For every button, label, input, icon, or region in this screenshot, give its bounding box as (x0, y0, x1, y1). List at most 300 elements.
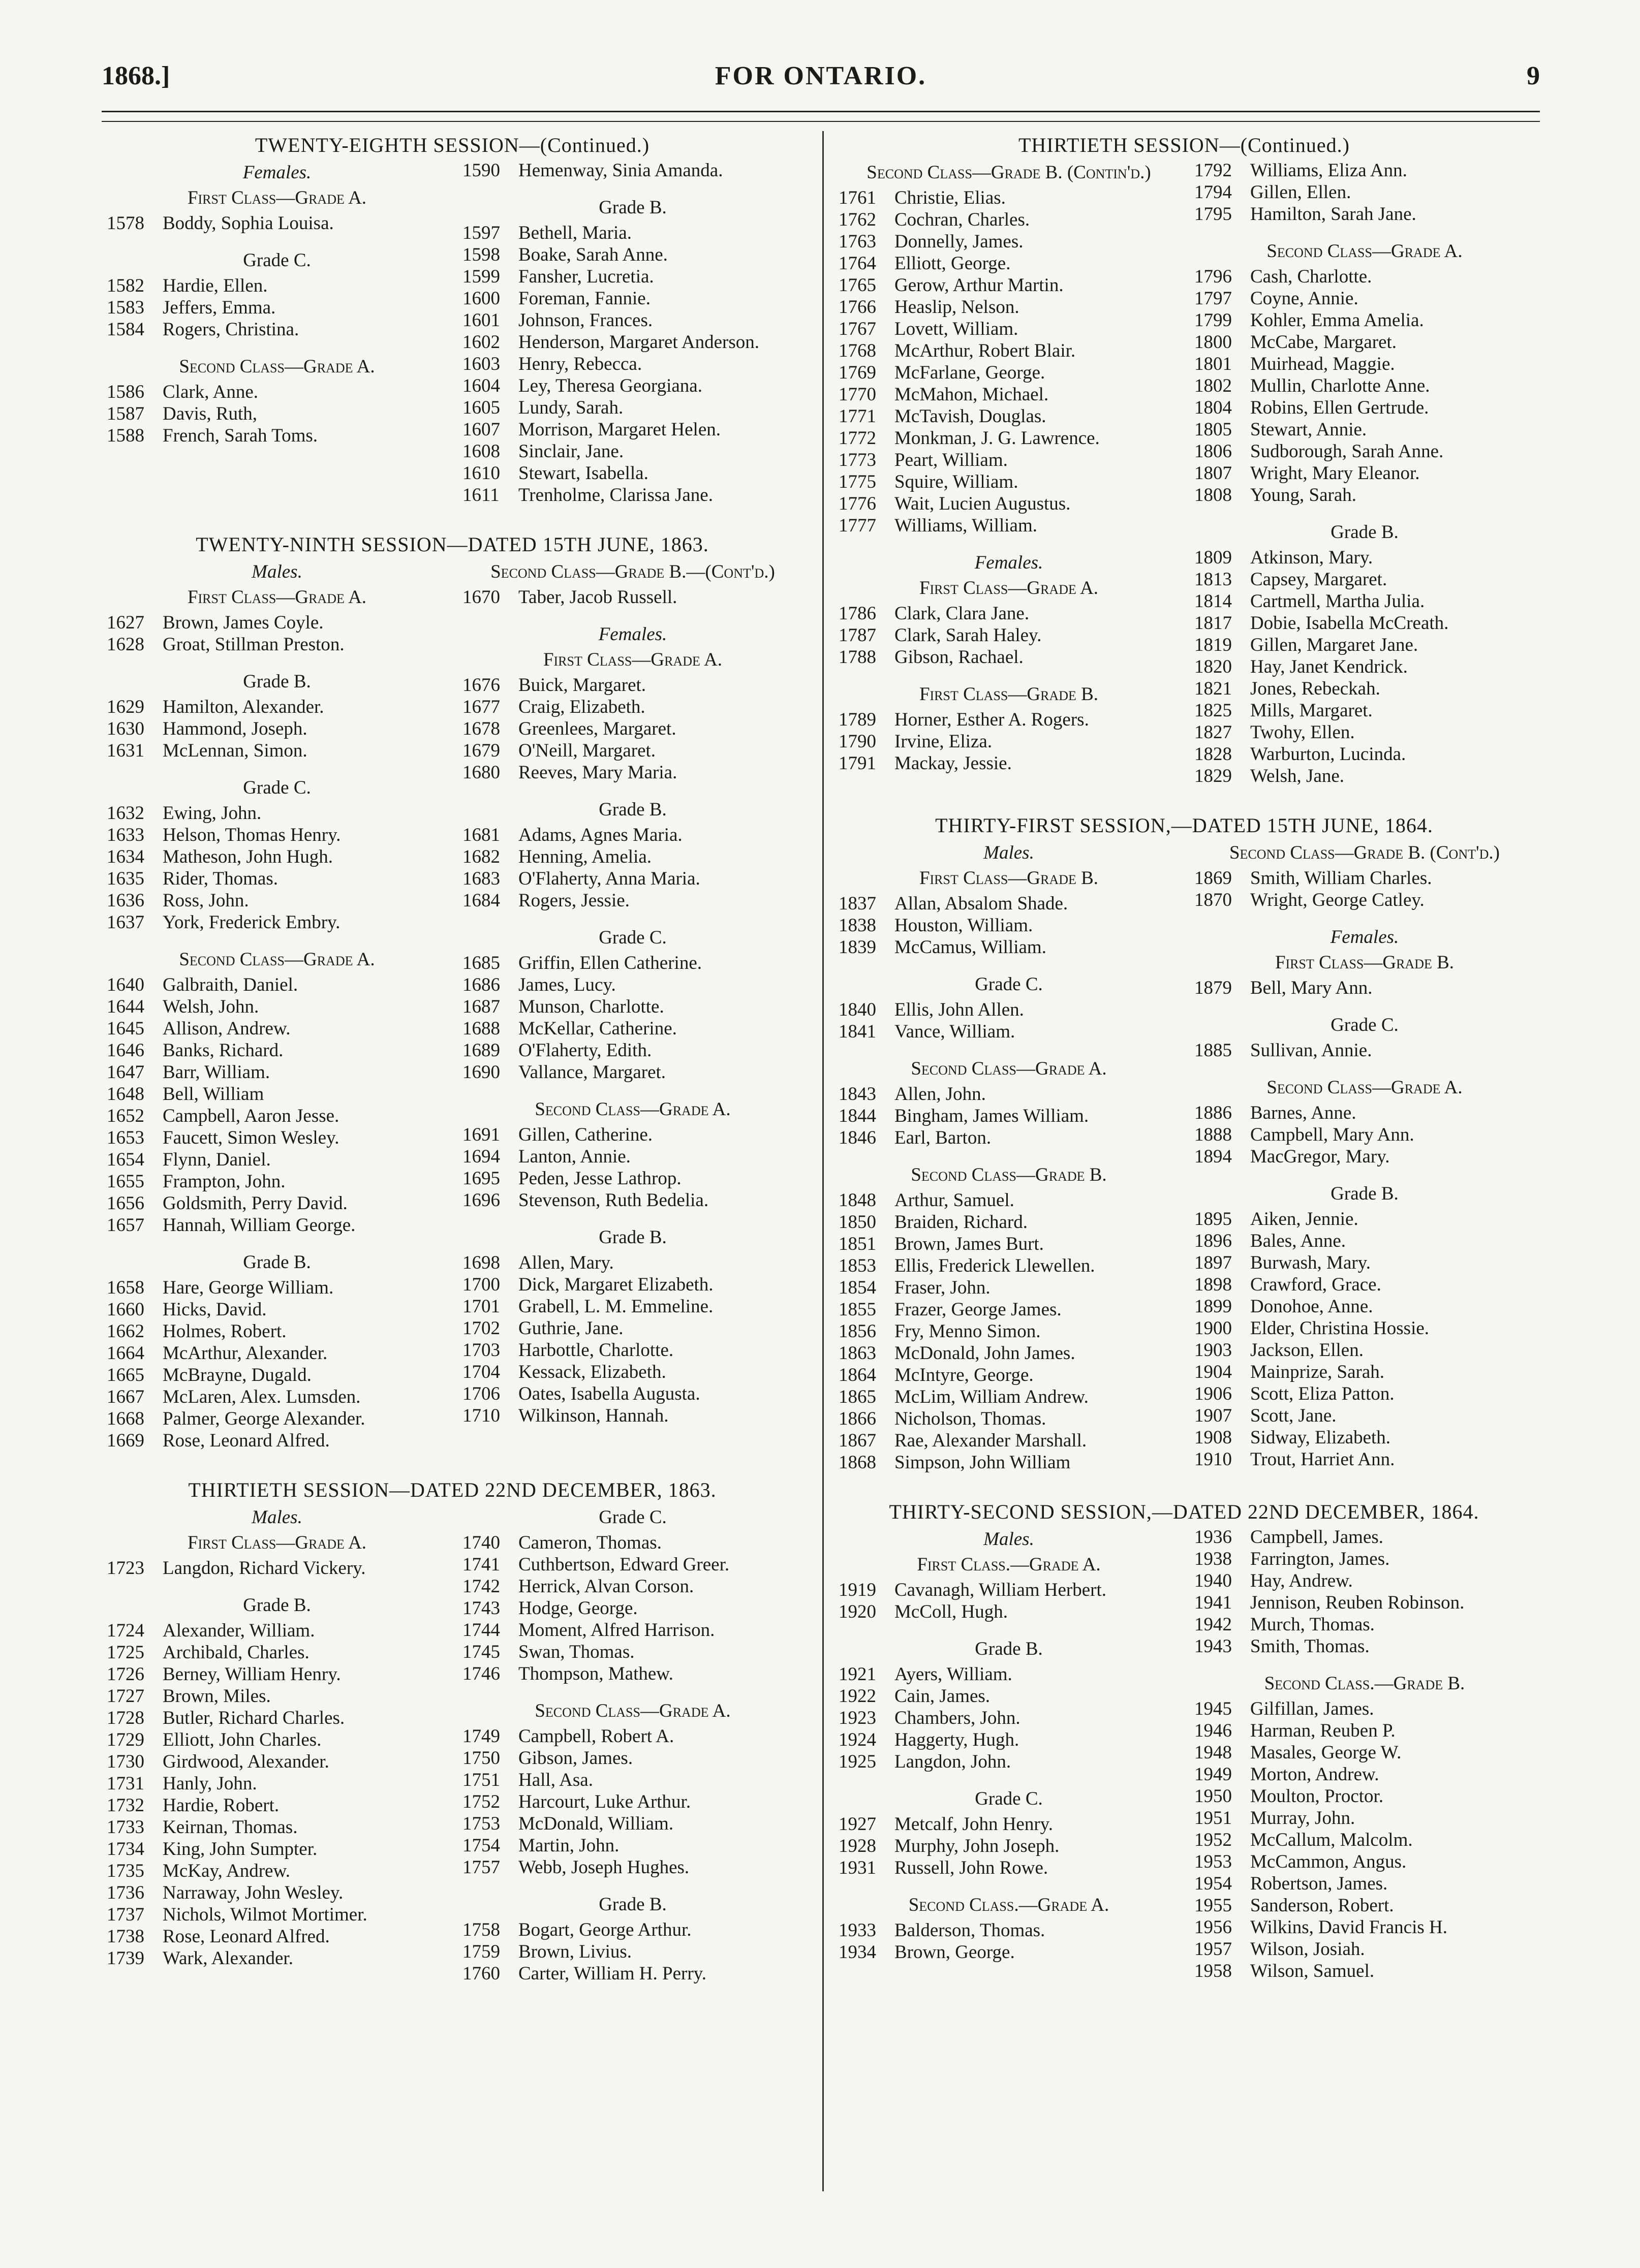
candidate-entry (1194, 634, 1535, 656)
candidate-number: 1702 (462, 1318, 500, 1339)
candidate-number: 1652 (107, 1106, 144, 1126)
candidate-number: 1796 (1194, 266, 1232, 287)
candidate-list (107, 1557, 447, 1579)
grade-heading: First Class—Grade B. (919, 684, 1099, 705)
candidate-list (1194, 977, 1535, 999)
left-half (102, 131, 803, 2009)
candidate-entry (107, 1685, 447, 1707)
candidate-number: 1590 (462, 160, 500, 181)
candidate-entry (462, 375, 803, 397)
candidate-name: Capsey, Margaret. (1250, 569, 1387, 590)
candidate-number: 1885 (1194, 1040, 1232, 1061)
candidate-entry (107, 846, 447, 868)
candidate-name: McDonald, William. (518, 1813, 674, 1834)
grade-heading: Males. (983, 1529, 1034, 1550)
candidate-entry (1194, 1785, 1535, 1807)
candidate-list (462, 1124, 803, 1211)
candidate-number: 1665 (107, 1365, 144, 1385)
candidate-number: 1582 (107, 275, 144, 296)
session-gap (102, 1452, 803, 1476)
candidate-number: 1677 (462, 697, 500, 717)
candidate-name: Scott, Jane. (1250, 1405, 1337, 1426)
candidate-entry (462, 674, 803, 696)
candidate-number: 1838 (839, 915, 876, 936)
candidate-entry (462, 974, 803, 996)
session-title: THIRTIETH SESSION—DATED 22ND DECEMBER, 1863. (188, 1478, 717, 1501)
candidate-list (462, 824, 803, 911)
candidate-list (107, 1277, 447, 1452)
candidate-entry (107, 1299, 447, 1320)
candidate-entry (107, 1794, 447, 1816)
candidate-entry (107, 1408, 447, 1430)
candidate-entry (839, 1277, 1179, 1299)
candidate-entry (1194, 1124, 1535, 1146)
candidate-name: Muirhead, Maggie. (1250, 354, 1395, 374)
candidate-number: 1727 (107, 1686, 144, 1707)
candidate-list (462, 674, 803, 783)
candidate-number: 1799 (1194, 310, 1232, 331)
candidate-entry (839, 1941, 1179, 1963)
candidate-entry (839, 1105, 1179, 1127)
candidate-number: 1844 (839, 1106, 876, 1126)
candidate-number: 1920 (839, 1601, 876, 1622)
grade-block (462, 197, 803, 506)
candidate-number: 1610 (462, 463, 500, 484)
candidate-number: 1670 (462, 587, 500, 608)
candidate-number: 1657 (107, 1215, 144, 1236)
candidate-list (462, 586, 803, 608)
candidate-number: 1843 (839, 1084, 876, 1105)
candidate-name: Murray, John. (1250, 1808, 1355, 1829)
candidate-entry (107, 381, 447, 403)
candidate-entry (1194, 1548, 1535, 1570)
candidate-name: Langdon, John. (894, 1751, 1011, 1772)
candidate-entry (107, 824, 447, 846)
candidate-entry (1194, 721, 1535, 743)
candidate-entry (839, 1813, 1179, 1835)
candidate-number: 1895 (1194, 1209, 1232, 1230)
candidate-name: Boake, Sarah Anne. (518, 244, 668, 265)
grade-heading: First Class—Grade A. (187, 1532, 367, 1553)
candidate-entry (1194, 1427, 1535, 1448)
candidate-name: O'Flaherty, Edith. (518, 1040, 652, 1061)
candidate-name: Hay, Janet Kendrick. (1250, 656, 1408, 677)
candidate-name: Cain, James. (894, 1686, 991, 1707)
candidate-name: Bethell, Maria. (518, 223, 632, 243)
candidate-name: Wait, Lucien Augustus. (894, 493, 1071, 514)
grade-heading: Second Class—Grade B. (Contin'd.) (867, 162, 1151, 183)
candidate-name: Lanton, Annie. (518, 1146, 631, 1167)
candidate-number: 1864 (839, 1365, 876, 1385)
candidate-number: 1768 (839, 340, 876, 361)
candidate-entry (107, 1773, 447, 1794)
candidate-name: Nichols, Wilmot Mortimer. (163, 1904, 367, 1925)
candidate-name: Jennison, Reuben Robinson. (1250, 1592, 1465, 1613)
candidate-entry (462, 696, 803, 718)
candidate-entry (839, 384, 1179, 405)
candidate-number: 1728 (107, 1708, 144, 1728)
candidate-number: 1771 (839, 406, 876, 427)
candidate-number: 1731 (107, 1773, 144, 1794)
grade-heading: Grade B. (975, 1639, 1043, 1659)
candidate-name: Dobie, Isabella McCreath. (1250, 613, 1449, 634)
grade-heading: Grade B. (599, 1227, 667, 1248)
candidate-number: 1611 (462, 485, 500, 506)
candidate-name: Fraser, John. (894, 1277, 991, 1298)
candidate-name: Cartmell, Martha Julia. (1250, 591, 1425, 612)
candidate-list (839, 1663, 1179, 1773)
candidate-entry (839, 1919, 1179, 1941)
candidate-number: 1946 (1194, 1720, 1232, 1741)
candidate-entry (839, 1386, 1179, 1408)
candidate-name: Narraway, John Wesley. (163, 1882, 344, 1903)
session-gap (833, 1982, 1535, 2006)
candidate-number: 1922 (839, 1686, 876, 1707)
candidate-entry (107, 696, 447, 718)
candidate-name: Ellis, Frederick Llewellen. (894, 1255, 1095, 1276)
candidate-entry (107, 1663, 447, 1685)
candidate-name: Campbell, Aaron Jesse. (163, 1106, 339, 1126)
candidate-entry (839, 253, 1179, 274)
candidate-entry (107, 1364, 447, 1386)
candidate-number: 1807 (1194, 463, 1232, 484)
candidate-number: 1938 (1194, 1549, 1232, 1569)
candidate-name: Allison, Andrew. (163, 1018, 291, 1039)
candidate-name: McDonald, John James. (894, 1343, 1075, 1364)
grade-block (1194, 1183, 1535, 1470)
grade-block (107, 1594, 447, 1969)
session-gap (102, 1984, 803, 2009)
candidate-name: Horner, Esther A. Rogers. (894, 709, 1089, 730)
candidate-entry (462, 440, 803, 462)
candidate-entry (462, 1317, 803, 1339)
candidate-entry (1194, 1405, 1535, 1427)
candidate-list (107, 1620, 447, 1969)
candidate-name: Trenholme, Clarissa Jane. (518, 485, 713, 506)
candidate-entry (839, 1729, 1179, 1751)
grade-block (462, 1894, 803, 1984)
candidate-list (839, 603, 1179, 668)
candidate-entry (462, 586, 803, 608)
candidate-list (839, 893, 1179, 958)
candidate-number: 1792 (1194, 160, 1232, 181)
candidate-name: Ley, Theresa Georgiana. (518, 375, 702, 396)
candidate-entry (462, 1576, 803, 1597)
grade-block (839, 1164, 1179, 1473)
candidate-entry (1194, 612, 1535, 634)
grade-heading: First Class.—Grade A. (917, 1554, 1101, 1575)
candidate-name: Haggerty, Hugh. (894, 1729, 1019, 1750)
candidate-name: Thompson, Mathew. (518, 1663, 673, 1684)
candidate-entry (462, 1339, 803, 1361)
candidate-entry (462, 266, 803, 288)
candidate-name: Wilkinson, Hannah. (518, 1405, 669, 1426)
page-number: 9 (1527, 61, 1540, 90)
candidate-number: 1854 (839, 1277, 876, 1298)
candidate-name: Balderson, Thomas. (894, 1920, 1045, 1941)
candidate-entry (107, 1105, 447, 1127)
candidate-name: Rogers, Jessie. (518, 890, 630, 911)
candidate-entry (462, 1619, 803, 1641)
grade-block (839, 1058, 1179, 1149)
candidate-number: 1696 (462, 1190, 500, 1211)
candidate-name: Hanly, John. (163, 1773, 257, 1794)
candidate-name: Earl, Barton. (894, 1127, 992, 1148)
candidate-entry (107, 1171, 447, 1192)
session-title: THIRTY-FIRST SESSION,—DATED 15TH JUNE, 1864. (935, 814, 1433, 837)
candidate-number: 1791 (839, 753, 876, 774)
candidate-entry (462, 1813, 803, 1835)
candidate-number: 1841 (839, 1021, 876, 1042)
candidate-name: Munson, Charlotte. (518, 996, 664, 1017)
candidate-entry (462, 1919, 803, 1941)
session-column (102, 160, 447, 506)
candidate-list (107, 381, 447, 447)
candidate-name: Wilkins, David Francis H. (1250, 1917, 1447, 1938)
candidate-number: 1640 (107, 974, 144, 995)
candidate-entry (1194, 375, 1535, 397)
candidate-name: Warburton, Lucinda. (1250, 744, 1406, 765)
candidate-name: Stewart, Annie. (1250, 419, 1367, 440)
candidate-entry (107, 1557, 447, 1579)
candidate-name: Allen, John. (894, 1084, 986, 1105)
grade-block (107, 162, 447, 234)
candidate-number: 1952 (1194, 1830, 1232, 1850)
candidate-number: 1936 (1194, 1527, 1232, 1548)
candidate-list (839, 1919, 1179, 1963)
candidate-name: Davis, Ruth, (163, 403, 258, 424)
candidate-name: Helson, Thomas Henry. (163, 825, 341, 845)
candidate-entry (1194, 1763, 1535, 1785)
candidate-name: McBrayne, Dugald. (163, 1365, 312, 1385)
candidate-number: 1951 (1194, 1808, 1232, 1829)
candidate-list (839, 1083, 1179, 1149)
candidate-entry (107, 1192, 447, 1214)
candidate-name: McArthur, Robert Blair. (894, 340, 1076, 361)
candidate-name: McKellar, Catherine. (518, 1018, 677, 1039)
candidate-entry (1194, 1274, 1535, 1296)
grade-heading: Grade B. (1330, 1183, 1399, 1204)
candidate-name: Butler, Richard Charles. (163, 1708, 345, 1728)
candidate-number: 1602 (462, 332, 500, 353)
grade-heading: Grade C. (975, 1788, 1043, 1809)
candidate-entry (462, 1296, 803, 1317)
candidate-number: 1800 (1194, 332, 1232, 353)
candidate-number: 1908 (1194, 1427, 1232, 1448)
candidate-entry (1194, 1339, 1535, 1361)
candidate-number: 1679 (462, 740, 500, 761)
candidate-name: Sinclair, Jane. (518, 441, 624, 462)
candidate-entry (839, 515, 1179, 537)
candidate-number: 1737 (107, 1904, 144, 1925)
candidate-number: 1954 (1194, 1873, 1232, 1894)
candidate-name: Smith, William Charles. (1250, 868, 1432, 889)
candidate-entry (462, 244, 803, 266)
candidate-name: Heaslip, Nelson. (894, 297, 1019, 318)
candidate-number: 1773 (839, 450, 876, 470)
grade-heading: Females. (974, 552, 1043, 573)
candidate-number: 1888 (1194, 1124, 1232, 1145)
candidate-name: Sullivan, Annie. (1250, 1040, 1372, 1061)
candidate-name: Bell, Mary Ann. (1250, 978, 1373, 998)
candidate-list (107, 212, 447, 234)
candidate-entry (839, 231, 1179, 253)
candidate-name: Gerow, Arthur Martin. (894, 275, 1064, 296)
candidate-entry (839, 1320, 1179, 1342)
candidate-name: McMahon, Michael. (894, 384, 1049, 405)
grade-block (107, 1506, 447, 1579)
candidate-number: 1754 (462, 1835, 500, 1856)
candidate-entry (462, 1361, 803, 1383)
grade-block (462, 799, 803, 911)
candidate-number: 1635 (107, 868, 144, 889)
candidate-number: 1814 (1194, 591, 1232, 612)
grade-heading: First Class—Grade A. (187, 587, 367, 608)
candidate-number: 1770 (839, 384, 876, 405)
candidate-number: 1724 (107, 1620, 144, 1641)
candidate-entry (107, 1729, 447, 1751)
candidate-number: 1761 (839, 187, 876, 208)
candidate-number: 1856 (839, 1321, 876, 1342)
candidate-name: Campbell, Mary Ann. (1250, 1124, 1414, 1145)
candidate-entry (839, 1707, 1179, 1729)
candidate-number: 1776 (839, 493, 876, 514)
candidate-entry (839, 915, 1179, 936)
candidate-number: 1921 (839, 1664, 876, 1685)
candidate-number: 1588 (107, 425, 144, 446)
candidate-name: Fansher, Lucretia. (518, 266, 654, 287)
candidate-number: 1687 (462, 996, 500, 1017)
candidate-number: 1710 (462, 1405, 500, 1426)
candidate-name: McLim, William Andrew. (894, 1387, 1089, 1407)
candidate-entry (462, 484, 803, 506)
candidate-entry (1194, 288, 1535, 309)
candidate-entry (839, 318, 1179, 340)
candidate-number: 1867 (839, 1430, 876, 1451)
candidate-entry (1194, 1698, 1535, 1720)
candidate-name: Foreman, Fannie. (518, 288, 651, 309)
candidate-entry (839, 1255, 1179, 1277)
column-divider (822, 131, 824, 2191)
candidate-name: Hare, George William. (163, 1277, 334, 1298)
candidate-entry (107, 212, 447, 234)
candidate-entry (839, 1857, 1179, 1879)
candidate-name: Goldsmith, Perry David. (163, 1193, 348, 1214)
grade-heading: First Class—Grade A. (187, 187, 367, 208)
candidate-entry (839, 1021, 1179, 1043)
candidate-name: Peart, William. (894, 450, 1008, 470)
candidate-name: Welsh, John. (163, 996, 259, 1017)
candidate-number: 1865 (839, 1387, 876, 1407)
candidate-entry (839, 1233, 1179, 1255)
candidate-entry (462, 1856, 803, 1878)
candidate-name: Russell, John Rowe. (894, 1857, 1048, 1878)
candidate-name: Galbraith, Daniel. (163, 974, 298, 995)
candidate-number: 1578 (107, 213, 144, 234)
session-column (833, 160, 1179, 787)
candidate-entry (839, 731, 1179, 752)
candidate-number: 1757 (462, 1857, 500, 1878)
candidate-entry (462, 1252, 803, 1274)
candidate-entry (107, 868, 447, 890)
candidate-number: 1726 (107, 1664, 144, 1685)
candidate-entry (462, 331, 803, 353)
candidate-name: Mainprize, Sarah. (1250, 1362, 1385, 1382)
candidate-name: Bales, Anne. (1250, 1231, 1346, 1251)
candidate-entry (839, 1452, 1179, 1473)
candidate-entry (462, 462, 803, 484)
candidate-name: Elliott, George. (894, 253, 1011, 274)
candidate-number: 1772 (839, 428, 876, 449)
candidate-name: Hardie, Robert. (163, 1795, 280, 1816)
candidate-entry (462, 1641, 803, 1663)
candidate-name: Hemenway, Sinia Amanda. (518, 160, 723, 181)
grade-block (1194, 926, 1535, 999)
candidate-entry (839, 187, 1179, 209)
candidate-name: Aiken, Jennie. (1250, 1209, 1358, 1230)
candidate-entry (1194, 1916, 1535, 1938)
running-header (102, 61, 1540, 107)
candidate-entry (839, 999, 1179, 1021)
candidate-name: Peden, Jesse Lathrop. (518, 1168, 682, 1189)
grade-heading: First Class—Grade B. (1275, 952, 1455, 973)
candidate-name: Farrington, James. (1250, 1549, 1390, 1569)
candidate-number: 1660 (107, 1299, 144, 1320)
candidate-name: Scott, Eliza Patton. (1250, 1383, 1395, 1404)
candidate-entry (107, 1149, 447, 1171)
candidate-number: 1597 (462, 223, 500, 243)
candidate-number: 1647 (107, 1062, 144, 1083)
candidate-list (1194, 1102, 1535, 1168)
candidate-number: 1851 (839, 1234, 876, 1254)
candidate-number: 1809 (1194, 547, 1232, 568)
candidate-entry (462, 1405, 803, 1427)
grade-heading: Second Class—Grade A. (535, 1700, 731, 1721)
candidate-name: Barr, William. (163, 1062, 270, 1083)
grade-heading: Second Class.—Grade B. (1264, 1673, 1465, 1694)
candidate-number: 1794 (1194, 182, 1232, 203)
candidate-entry (1194, 656, 1535, 678)
candidate-list (1194, 867, 1535, 911)
candidate-name: Frampton, John. (163, 1171, 286, 1192)
grade-block (1194, 1526, 1535, 1657)
candidate-number: 1608 (462, 441, 500, 462)
grade-heading: Second Class—Grade B. (Cont'd.) (1229, 842, 1500, 863)
session-column (1189, 1526, 1535, 1982)
candidate-entry (462, 740, 803, 762)
candidate-number: 1762 (839, 209, 876, 230)
grade-heading: Second Class—Grade A. (911, 1058, 1107, 1079)
candidate-name: Brown, Miles. (163, 1686, 271, 1707)
candidate-entry (1194, 203, 1535, 225)
grade-block (1194, 1673, 1535, 1982)
grade-heading: Grade B. (243, 1595, 311, 1616)
candidate-name: Christie, Elias. (894, 187, 1006, 208)
candidate-number: 1698 (462, 1252, 500, 1273)
candidate-name: McArthur, Alexander. (163, 1343, 328, 1364)
candidate-number: 1870 (1194, 890, 1232, 910)
candidate-name: Squire, William. (894, 471, 1018, 492)
candidate-name: Buick, Margaret. (518, 675, 646, 696)
candidate-entry (839, 471, 1179, 493)
candidate-name: Vallance, Margaret. (518, 1062, 666, 1083)
candidate-name: Morton, Andrew. (1250, 1764, 1379, 1785)
candidate-number: 1940 (1194, 1570, 1232, 1591)
grade-block (839, 683, 1179, 774)
candidate-entry (462, 1383, 803, 1405)
session-title: THIRTY-SECOND SESSION,—DATED 22ND DECEMBER, 1864. (889, 1500, 1479, 1523)
candidate-number: 1662 (107, 1321, 144, 1342)
